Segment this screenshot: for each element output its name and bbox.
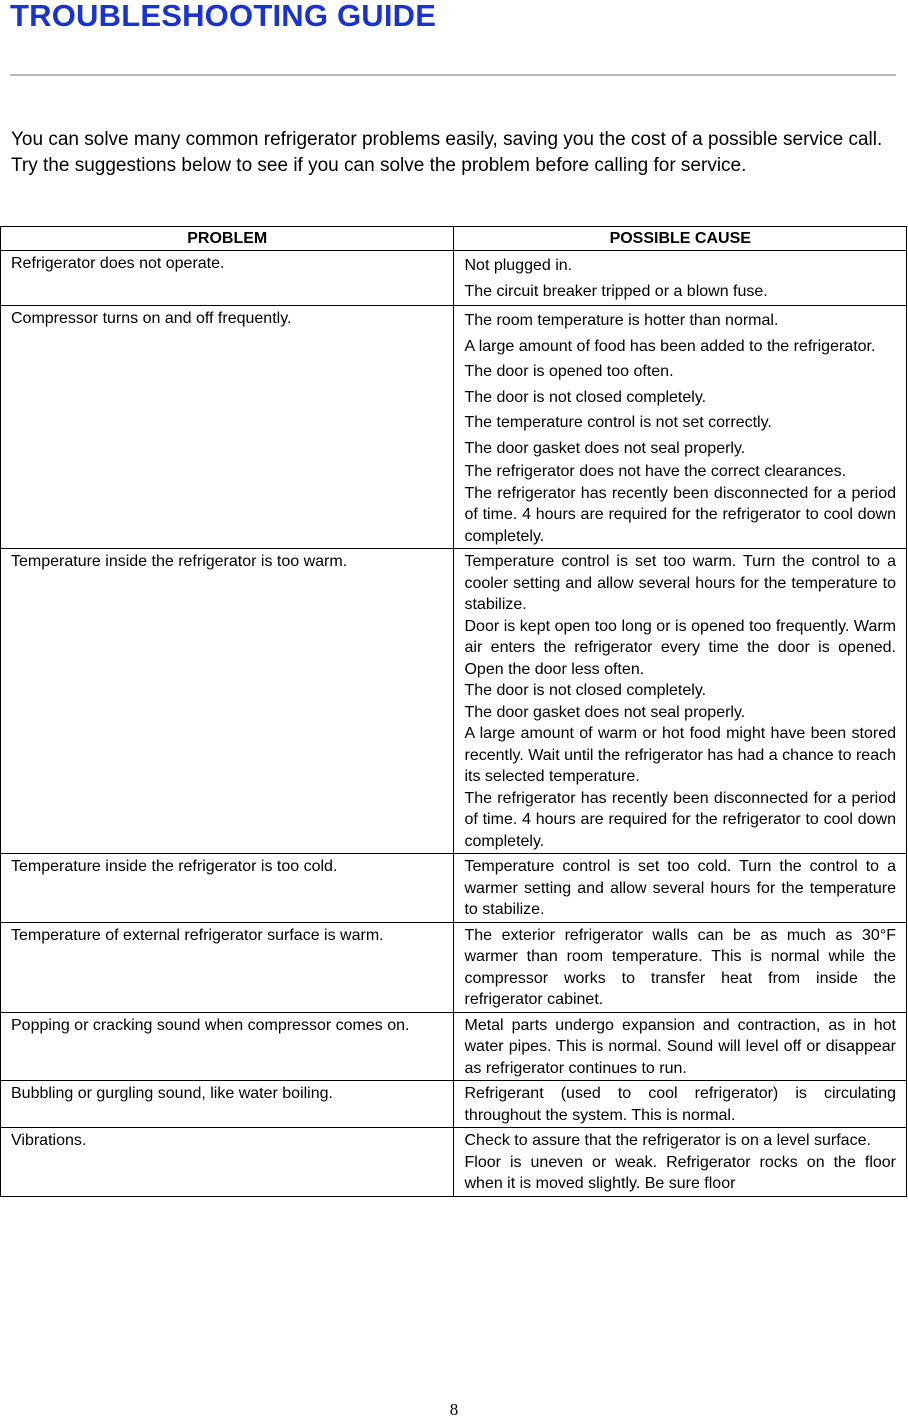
intro-paragraph: You can solve many common refrigerator problems easily, saving you the cost of a possible service call. Try the suggestions below to see if you can solve the problem before calling for service. [11, 129, 883, 176]
cause-line: Temperature control is set too cold. Turn the control to a warmer setting and allow several hours for the temperature to stabilize. [464, 858, 896, 918]
cause-cell [454, 306, 907, 549]
problem-cell: Compressor turns on and off frequently. [1, 306, 454, 549]
cause-line: The refrigerator has recently been disconnected for a period of time. 4 hours are required for the refrigerator to cool down completely. [464, 789, 896, 850]
table-header-row [1, 227, 907, 251]
table-row [1, 1012, 907, 1081]
cause-line: Metal parts undergo expansion and contraction, as in hot water pipes. This is normal. Sound will level off or disappear as refrigerator continues to run. [464, 1016, 896, 1077]
cause-cell [454, 854, 907, 923]
cause-line: Floor is uneven or weak. Refrigerator rocks on the floor when it is moved slightly. Be sure floor [464, 1153, 896, 1192]
cause-line: Temperature control is set too warm. Turn the control to a cooler setting and allow several hours for the temperature to stabilize. [464, 553, 896, 613]
title-divider [10, 74, 896, 76]
cause-line: A large amount of food has been added to the refrigerator. [464, 337, 876, 355]
cause-line: Check to assure that the refrigerator is on a level surface. [464, 1132, 871, 1149]
cause-cell [454, 1081, 907, 1128]
table-row [1, 1128, 907, 1197]
table-row [1, 251, 907, 306]
header-problem: PROBLEM [1, 227, 454, 251]
problem-cell: Vibrations. [1, 1128, 454, 1197]
problem-cell: Bubbling or gurgling sound, like water boiling. [1, 1081, 454, 1128]
cause-line: Door is kept open too long or is opened too frequently. Warm air enters the refrigerator every time the door is opened. Open the door less often. [464, 617, 896, 678]
cause-line: The door gasket does not seal properly. [464, 703, 746, 721]
cause-cell [454, 1128, 907, 1197]
problem-cell: Temperature inside the refrigerator is too warm. [1, 549, 454, 854]
table-row [1, 549, 907, 854]
cause-cell [454, 251, 907, 306]
header-possible-cause: POSSIBLE CAUSE [454, 227, 907, 251]
cause-line: The temperature control is not set correctly. [464, 414, 772, 431]
cause-cell [454, 549, 907, 854]
cause-line: The refrigerator has recently been disconnected for a period of time. 4 hours are required for the refrigerator to cool down completely. [464, 484, 896, 545]
cause-line: Not plugged in. [464, 257, 573, 274]
page-title: TROUBLESHOOTING GUIDE [10, 0, 437, 33]
problem-cell: Popping or cracking sound when compressor comes on. [1, 1012, 454, 1081]
cause-line: A large amount of warm or hot food might have been stored recently. Wait until the refrigerator has had a chance to reach its selected temperature. [464, 725, 896, 785]
cause-line: The circuit breaker tripped or a blown fuse. [464, 282, 768, 300]
table-row [1, 854, 907, 923]
troubleshooting-table [0, 226, 907, 1197]
cause-line: Refrigerant (used to cool refrigerator) is circulating throughout the system. This is normal. [464, 1085, 896, 1124]
cause-line: The door is not closed completely. [464, 388, 707, 406]
problem-cell: Temperature of external refrigerator surface is warm. [1, 922, 454, 1012]
cause-line: The exterior refrigerator walls can be as much as 30°F warmer than room temperature. This is normal while the compressor works to transfer heat from inside the refrigerator cabinet. [464, 926, 896, 1008]
problem-cell: Temperature inside the refrigerator is too cold. [1, 854, 454, 923]
table-row [1, 922, 907, 1012]
cause-cell [454, 1012, 907, 1081]
table-row [1, 306, 907, 549]
cause-line: The refrigerator does not have the correct clearances. [464, 463, 847, 480]
cause-line: The door is not closed completely. [464, 682, 707, 699]
cause-line: The door is opened too often. [464, 363, 674, 380]
page-number: 8 [449, 1400, 459, 1419]
cause-cell [454, 922, 907, 1012]
problem-cell: Refrigerator does not operate. [1, 251, 454, 306]
cause-line: The room temperature is hotter than normal. [464, 312, 779, 329]
table-row [1, 1081, 907, 1128]
cause-line: The door gasket does not seal properly. [464, 439, 746, 457]
